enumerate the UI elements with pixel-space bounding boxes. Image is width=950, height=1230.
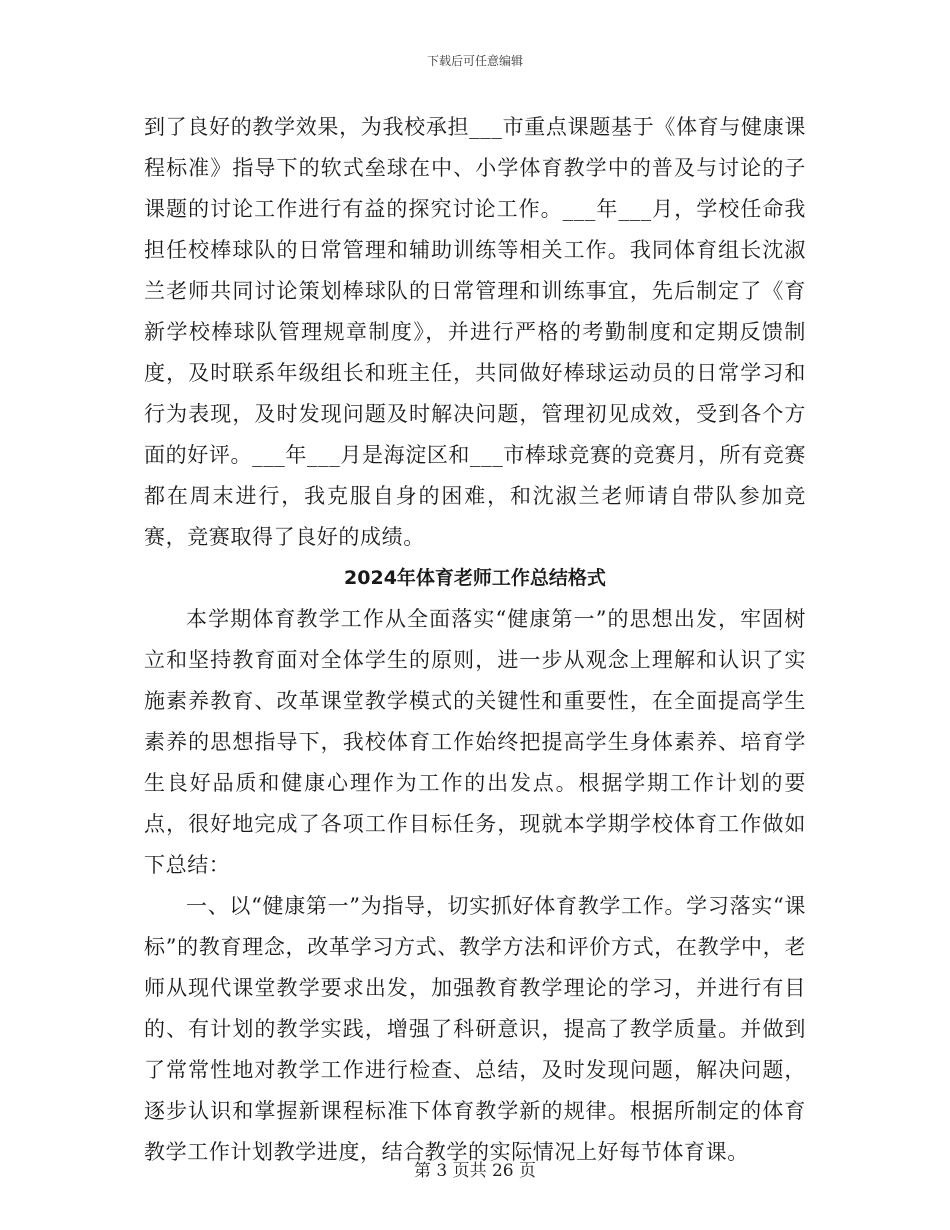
page-header-note: 下载后可任意编辑 [426, 54, 523, 68]
page-number-footer: 第 3 页共 26 页 [413, 1161, 537, 1181]
section-heading: 2024年体育老师工作总结格式 [344, 567, 606, 589]
document-body [144, 107, 806, 1173]
paragraph-section-one: 一、以“健康第一”为指导，切实抓好体育教学工作。学习落实“课标”的教育理念，改革学习方式、教学方法和评价方式，在教学中，老师从现代课堂教学要求出发，加强教育教学理论的学习，并进行有目的、有计划的教学实践，增强了科研意识，提高了教学质量。并做到了常常性地对教学工作进行检查、总结，及时发现问题，解决问题，逐步认识和掌握新课程标准下体育教学新的规律。根据所制定的体育教学工作计划教学进度，结合教学的实际情况上好每节体育课。 [144, 894, 806, 1164]
paragraph-intro: 本学期体育教学工作从全面落实“健康第一”的思想出发，牢固树立和坚持教育面对全体学生的原则，进一步从观念上理解和认识了实施素养教育、改革课堂教学模式的关键性和重要性，在全面提高学生素养的思想指导下，我校体育工作始终把提高学生身体素养、培育学生良好品质和健康心理作为工作的出发点。根据学期工作计划的要点，很好地完成了各项工作目标任务，现就本学期学校体育工作做如下总结： [144, 607, 806, 877]
paragraph-continued: 到了良好的教学效果，为我校承担___市重点课题基于《体育与健康课程标准》指导下的软式垒球在中、小学体育教学中的普及与讨论的子课题的讨论工作进行有益的探究讨论工作。___年___月，学校任命我担任校棒球队的日常管理和辅助训练等相关工作。我同体育组长沈淑兰老师共同讨论策划棒球队的日常管理和训练事宜，先后制定了《育新学校棒球队管理规章制度》，并进行严格的考勤制度和定期反馈制度，及时联系年级组长和班主任，共同做好棒球运动员的日常学习和行为表现，及时发现问题及时解决问题，管理初见成效，受到各个方面的好评。___年___月是海淀区和___市棒球竞赛的竞赛月，所有竞赛都在周末进行，我克服自身的困难，和沈淑兰老师请自带队参加竞赛，竞赛取得了良好的成绩。 [144, 115, 806, 549]
